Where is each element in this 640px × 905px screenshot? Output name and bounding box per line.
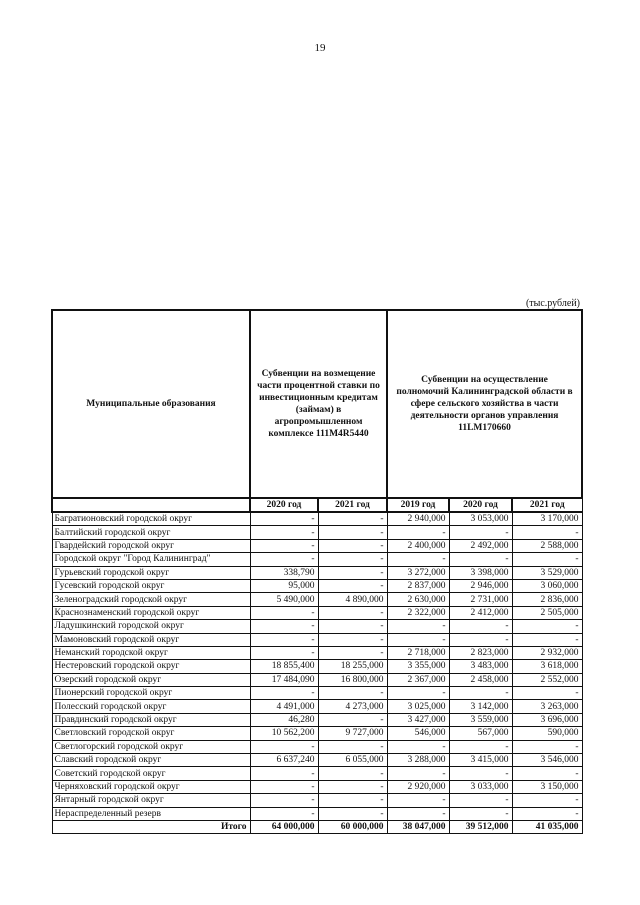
value-cell: - xyxy=(318,767,387,780)
value-cell: - xyxy=(250,553,318,566)
value-cell: - xyxy=(512,633,582,646)
value-cell: 3 696,000 xyxy=(512,713,582,726)
value-cell: 546,000 xyxy=(387,727,449,740)
value-cell: - xyxy=(318,780,387,793)
value-cell: - xyxy=(387,767,449,780)
value-cell: - xyxy=(250,539,318,552)
municipality-name: Мамоновский городской округ xyxy=(52,633,250,646)
value-cell: 6 055,000 xyxy=(318,754,387,767)
value-cell: 2 932,000 xyxy=(512,646,582,659)
value-cell: - xyxy=(318,807,387,820)
municipality-name: Советский городской округ xyxy=(52,767,250,780)
value-cell: 6 637,240 xyxy=(250,754,318,767)
value-cell: - xyxy=(318,713,387,726)
value-cell: 2 505,000 xyxy=(512,606,582,619)
value-cell: - xyxy=(250,807,318,820)
municipality-name: Светловский городской округ xyxy=(52,727,250,740)
value-cell: - xyxy=(512,687,582,700)
total-value: 64 000,000 xyxy=(250,820,318,833)
municipality-name: Полесский городской округ xyxy=(52,700,250,713)
municipality-name: Озерский городской округ xyxy=(52,673,250,686)
table-row xyxy=(52,526,582,539)
value-cell: - xyxy=(318,646,387,659)
value-cell: - xyxy=(449,526,512,539)
value-cell: - xyxy=(318,620,387,633)
value-cell: 4 890,000 xyxy=(318,593,387,606)
value-cell: 10 562,200 xyxy=(250,727,318,740)
value-cell: 3 618,000 xyxy=(512,660,582,673)
value-cell: 2 946,000 xyxy=(449,579,512,592)
value-cell: 3 398,000 xyxy=(449,566,512,579)
value-cell: - xyxy=(250,687,318,700)
value-cell: - xyxy=(318,566,387,579)
value-cell: 2 731,000 xyxy=(449,593,512,606)
total-row xyxy=(52,820,582,833)
municipality-name: Неманский городской округ xyxy=(52,646,250,659)
municipality-name: Янтарный городской округ xyxy=(52,794,250,807)
value-cell: 3 272,000 xyxy=(387,566,449,579)
table-row xyxy=(52,646,582,659)
page-number: 19 xyxy=(314,42,326,54)
value-cell: 95,000 xyxy=(250,579,318,592)
table-row xyxy=(52,579,582,592)
header-years-empty xyxy=(52,498,250,512)
value-cell: 3 288,000 xyxy=(387,754,449,767)
value-cell: - xyxy=(250,794,318,807)
municipality-name: Светлогорский городской округ xyxy=(52,740,250,753)
table-row xyxy=(52,539,582,552)
value-cell: - xyxy=(449,687,512,700)
header-years-row xyxy=(52,498,582,512)
municipality-name: Ладушкинский городской округ xyxy=(52,620,250,633)
value-cell: - xyxy=(318,740,387,753)
value-cell: - xyxy=(512,807,582,820)
value-cell: 3 053,000 xyxy=(449,512,512,526)
value-cell: 2 367,000 xyxy=(387,673,449,686)
value-cell: 17 484,090 xyxy=(250,673,318,686)
table-row xyxy=(52,713,582,726)
header-year: 2020 год xyxy=(449,498,512,512)
municipality-name: Нераспределенный резерв xyxy=(52,807,250,820)
value-cell: 18 855,400 xyxy=(250,660,318,673)
total-value: 41 035,000 xyxy=(512,820,582,833)
value-cell: - xyxy=(250,740,318,753)
header-year: 2020 год xyxy=(250,498,318,512)
value-cell: 3 150,000 xyxy=(512,780,582,793)
table-row xyxy=(52,700,582,713)
value-cell: - xyxy=(250,767,318,780)
table-row xyxy=(52,593,582,606)
table-row xyxy=(52,794,582,807)
units-label: (тыс.рублей) xyxy=(525,298,580,309)
table-row xyxy=(52,780,582,793)
value-cell: - xyxy=(449,553,512,566)
value-cell: 2 836,000 xyxy=(512,593,582,606)
value-cell: 338,790 xyxy=(250,566,318,579)
value-cell: - xyxy=(512,620,582,633)
header-municipalities: Муниципальные образования xyxy=(52,310,250,498)
value-cell: 2 823,000 xyxy=(449,646,512,659)
table-row xyxy=(52,660,582,673)
value-cell: 3 170,000 xyxy=(512,512,582,526)
value-cell: 2 412,000 xyxy=(449,606,512,619)
value-cell: - xyxy=(250,512,318,526)
header-row xyxy=(52,310,582,498)
value-cell: 3 033,000 xyxy=(449,780,512,793)
table-row xyxy=(52,754,582,767)
value-cell: - xyxy=(512,553,582,566)
value-cell: 46,280 xyxy=(250,713,318,726)
value-cell: - xyxy=(387,740,449,753)
municipality-name: Гурьевский городской округ xyxy=(52,566,250,579)
total-value: 38 047,000 xyxy=(387,820,449,833)
value-cell: 3 559,000 xyxy=(449,713,512,726)
value-cell: - xyxy=(250,633,318,646)
value-cell: 3 355,000 xyxy=(387,660,449,673)
municipality-name: Городской округ "Город Калининград" xyxy=(52,553,250,566)
table-row xyxy=(52,620,582,633)
table-row xyxy=(52,566,582,579)
header-group-interest-subsidy: Субвенции на возмещение части процентной ставки по инвестиционным кредитам (займам) в агропромышленном комплексе 111M4R5440 xyxy=(250,310,387,498)
value-cell: - xyxy=(512,526,582,539)
table-row xyxy=(52,727,582,740)
value-cell: - xyxy=(318,553,387,566)
table-row xyxy=(52,740,582,753)
value-cell: 2 630,000 xyxy=(387,593,449,606)
value-cell: - xyxy=(512,794,582,807)
value-cell: 4 273,000 xyxy=(318,700,387,713)
value-cell: - xyxy=(387,794,449,807)
total-label: Итого xyxy=(52,820,250,833)
value-cell: 590,000 xyxy=(512,727,582,740)
value-cell: 3 546,000 xyxy=(512,754,582,767)
value-cell: - xyxy=(318,687,387,700)
value-cell: - xyxy=(449,633,512,646)
value-cell: - xyxy=(512,767,582,780)
value-cell: 18 255,000 xyxy=(318,660,387,673)
value-cell: - xyxy=(449,620,512,633)
header-year: 2021 год xyxy=(318,498,387,512)
table-row xyxy=(52,633,582,646)
value-cell: - xyxy=(449,794,512,807)
value-cell: 2 718,000 xyxy=(387,646,449,659)
table-row xyxy=(52,553,582,566)
municipality-name: Нестеровский городской округ xyxy=(52,660,250,673)
subsidy-table xyxy=(51,309,583,834)
municipality-name: Гусевский городской округ xyxy=(52,579,250,592)
table-row xyxy=(52,767,582,780)
value-cell: - xyxy=(318,633,387,646)
value-cell: 2 920,000 xyxy=(387,780,449,793)
value-cell: 2 552,000 xyxy=(512,673,582,686)
value-cell: - xyxy=(318,579,387,592)
value-cell: - xyxy=(250,526,318,539)
table-row xyxy=(52,512,582,526)
municipality-name: Багратионовский городской округ xyxy=(52,512,250,526)
value-cell: - xyxy=(387,633,449,646)
value-cell: - xyxy=(318,512,387,526)
value-cell: - xyxy=(318,606,387,619)
value-cell: - xyxy=(250,646,318,659)
value-cell: 3 427,000 xyxy=(387,713,449,726)
municipality-name: Зеленоградский городской округ xyxy=(52,593,250,606)
municipality-name: Правдинский городской округ xyxy=(52,713,250,726)
value-cell: 2 458,000 xyxy=(449,673,512,686)
value-cell: - xyxy=(318,539,387,552)
municipality-name: Гвардейский городской округ xyxy=(52,539,250,552)
value-cell: 567,000 xyxy=(449,727,512,740)
value-cell: - xyxy=(250,620,318,633)
value-cell: 4 491,000 xyxy=(250,700,318,713)
total-value: 39 512,000 xyxy=(449,820,512,833)
header-year: 2021 год xyxy=(512,498,582,512)
value-cell: - xyxy=(250,606,318,619)
value-cell: 2 837,000 xyxy=(387,579,449,592)
value-cell: - xyxy=(318,526,387,539)
header-year: 2019 год xyxy=(387,498,449,512)
value-cell: 9 727,000 xyxy=(318,727,387,740)
value-cell: 2 940,000 xyxy=(387,512,449,526)
table-row xyxy=(52,807,582,820)
value-cell: 2 400,000 xyxy=(387,539,449,552)
header-group-agriculture-subsidy: Субвенции на осуществление полномочий Калининградской области в сфере сельского хозяйства в части деятельности органов управления 11LM170660 xyxy=(387,310,582,498)
value-cell: 5 490,000 xyxy=(250,593,318,606)
municipality-name: Черняховский городской округ xyxy=(52,780,250,793)
municipality-name: Пионерский городской округ xyxy=(52,687,250,700)
value-cell: - xyxy=(387,807,449,820)
value-cell: - xyxy=(449,767,512,780)
value-cell: - xyxy=(387,553,449,566)
value-cell: 2 322,000 xyxy=(387,606,449,619)
municipality-name: Славский городской округ xyxy=(52,754,250,767)
value-cell: - xyxy=(387,620,449,633)
table-row xyxy=(52,687,582,700)
value-cell: 2 588,000 xyxy=(512,539,582,552)
value-cell: - xyxy=(250,780,318,793)
municipality-name: Балтийский городской округ xyxy=(52,526,250,539)
value-cell: 3 025,000 xyxy=(387,700,449,713)
value-cell: 3 483,000 xyxy=(449,660,512,673)
value-cell: 3 263,000 xyxy=(512,700,582,713)
table-row xyxy=(52,673,582,686)
value-cell: 3 060,000 xyxy=(512,579,582,592)
value-cell: 16 800,000 xyxy=(318,673,387,686)
total-value: 60 000,000 xyxy=(318,820,387,833)
value-cell: 3 142,000 xyxy=(449,700,512,713)
table-body xyxy=(52,512,582,834)
value-cell: - xyxy=(318,794,387,807)
value-cell: 2 492,000 xyxy=(449,539,512,552)
value-cell: - xyxy=(512,740,582,753)
table-row xyxy=(52,606,582,619)
value-cell: - xyxy=(449,740,512,753)
value-cell: 3 529,000 xyxy=(512,566,582,579)
value-cell: - xyxy=(387,526,449,539)
value-cell: - xyxy=(387,687,449,700)
value-cell: - xyxy=(449,807,512,820)
value-cell: 3 415,000 xyxy=(449,754,512,767)
municipality-name: Краснознаменский городской округ xyxy=(52,606,250,619)
